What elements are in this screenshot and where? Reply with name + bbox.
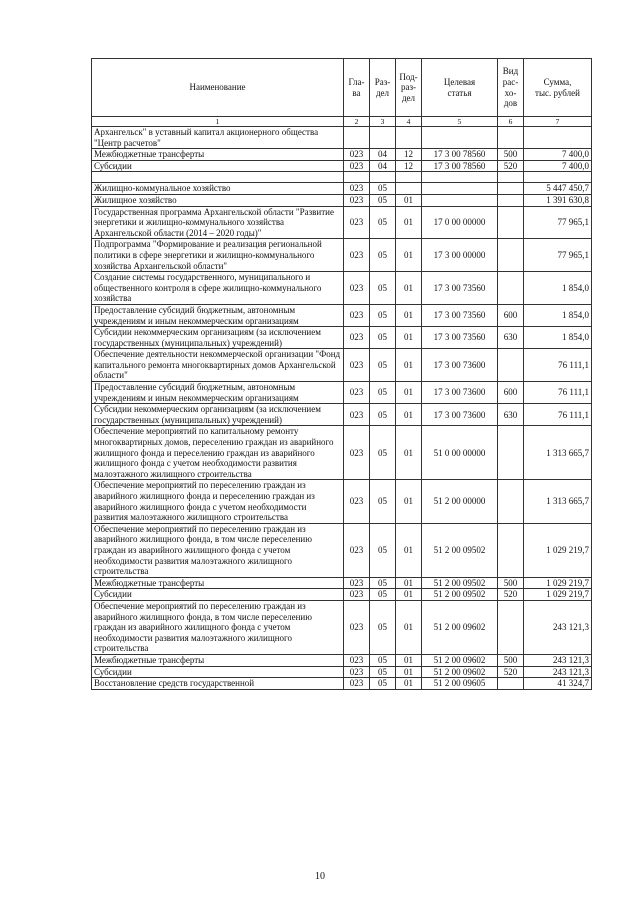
cell-amount: 1 313 665,7	[524, 426, 592, 480]
table-row	[92, 206, 592, 239]
cell-expense-type: 520	[498, 589, 524, 601]
table-row	[92, 327, 592, 349]
cell-subsection: 12	[396, 160, 422, 172]
cell-name: Жилищное хозяйство	[92, 194, 344, 206]
cell-name: Обеспечение мероприятий по переселению граждан из аварийного жилищного фонда, в том числе переселению граждан из аварийного жилищного фонда с учетом необходимости развития малоэтажного жилищного строительства	[92, 523, 344, 577]
cell-section: 04	[370, 149, 396, 161]
table-row	[92, 654, 592, 666]
cell-name: Обеспечение деятельности некоммерческой организации "Фонд капитального ремонта многоквартирных домов Архангельской области"	[92, 349, 344, 382]
cell-expense-type	[498, 678, 524, 690]
cell-section: 05	[370, 194, 396, 206]
cell-subsection: 01	[396, 272, 422, 305]
cell-section	[370, 127, 396, 149]
cell-section: 04	[370, 160, 396, 172]
cell-section: 05	[370, 426, 396, 480]
cell-subsection: 01	[396, 239, 422, 272]
cell-target	[422, 194, 498, 206]
cell-target: 51 2 00 09602	[422, 654, 498, 666]
header-chapter: Гла- ва	[344, 59, 370, 117]
header-section: Раз- дел	[370, 59, 396, 117]
cell-amount: 243 121,3	[524, 654, 592, 666]
cell-expense-type: 500	[498, 577, 524, 589]
table-row	[92, 272, 592, 305]
cell-amount: 77 965,1	[524, 206, 592, 239]
cell-expense-type: 500	[498, 654, 524, 666]
cell-section: 05	[370, 577, 396, 589]
cell-subsection: 01	[396, 404, 422, 426]
header-amount: Сумма, тыс. рублей	[524, 59, 592, 117]
cell-name: Субсидии	[92, 589, 344, 601]
cell-section: 05	[370, 666, 396, 678]
cell-name: Субсидии	[92, 666, 344, 678]
cell-subsection	[396, 172, 422, 183]
cell-amount: 1 854,0	[524, 304, 592, 326]
header-row	[92, 59, 592, 117]
cell-expense-type	[498, 272, 524, 305]
table-row	[92, 149, 592, 161]
budget-table	[91, 58, 592, 690]
cell-expense-type	[498, 523, 524, 577]
cell-amount: 1 029 219,7	[524, 589, 592, 601]
cell-expense-type: 520	[498, 666, 524, 678]
cell-chapter: 023	[344, 149, 370, 161]
column-number: 3	[370, 117, 396, 127]
column-number: 5	[422, 117, 498, 127]
table-row	[92, 349, 592, 382]
cell-section: 05	[370, 183, 396, 195]
table-row	[92, 678, 592, 690]
cell-subsection: 01	[396, 600, 422, 654]
cell-target: 51 2 00 09602	[422, 666, 498, 678]
cell-amount: 76 111,1	[524, 404, 592, 426]
cell-section: 05	[370, 600, 396, 654]
cell-target	[422, 183, 498, 195]
column-number: 6	[498, 117, 524, 127]
cell-target: 51 2 00 09502	[422, 589, 498, 601]
cell-name: Обеспечение мероприятий по переселению граждан из аварийного жилищного фонда и переселению граждан из аварийного жилищного фонда с учетом необходимости развития малоэтажного жилищного строительства	[92, 480, 344, 523]
table-row	[92, 382, 592, 404]
cell-chapter: 023	[344, 666, 370, 678]
cell-amount: 1 854,0	[524, 327, 592, 349]
cell-name: Межбюджетные трансферты	[92, 654, 344, 666]
cell-name: Предоставление субсидий бюджетным, автономным учреждениям и иным некоммерческим организациям	[92, 382, 344, 404]
cell-chapter: 023	[344, 523, 370, 577]
cell-target: 51 2 00 09502	[422, 577, 498, 589]
cell-subsection: 01	[396, 327, 422, 349]
cell-target: 51 2 00 09602	[422, 600, 498, 654]
cell-chapter: 023	[344, 304, 370, 326]
table-row	[92, 183, 592, 195]
cell-chapter: 023	[344, 404, 370, 426]
table-row	[92, 304, 592, 326]
column-number-row	[92, 117, 592, 127]
cell-amount: 1 391 630,8	[524, 194, 592, 206]
cell-chapter: 023	[344, 272, 370, 305]
cell-subsection: 01	[396, 589, 422, 601]
header-subsection: Под- раз- дел	[396, 59, 422, 117]
cell-chapter: 023	[344, 327, 370, 349]
cell-subsection: 01	[396, 206, 422, 239]
cell-name: Субсидии	[92, 160, 344, 172]
cell-target: 17 3 00 73600	[422, 382, 498, 404]
cell-subsection	[396, 183, 422, 195]
cell-section: 05	[370, 480, 396, 523]
cell-name: Обеспечение мероприятий по переселению граждан из аварийного жилищного фонда, в том числе переселению граждан из аварийного жилищного фонда с учетом необходимости развития малоэтажного жилищного строительства	[92, 600, 344, 654]
cell-amount: 1 313 665,7	[524, 480, 592, 523]
cell-expense-type	[498, 206, 524, 239]
cell-subsection: 01	[396, 666, 422, 678]
cell-section: 05	[370, 404, 396, 426]
cell-subsection: 12	[396, 149, 422, 161]
header-expense-type: Вид рас- хо- дов	[498, 59, 524, 117]
table-row	[92, 426, 592, 480]
cell-expense-type	[498, 194, 524, 206]
cell-expense-type	[498, 127, 524, 149]
table-row	[92, 589, 592, 601]
cell-section: 05	[370, 678, 396, 690]
cell-amount: 41 324,7	[524, 678, 592, 690]
table-row	[92, 194, 592, 206]
cell-section: 05	[370, 589, 396, 601]
cell-section	[370, 172, 396, 183]
cell-amount	[524, 172, 592, 183]
cell-expense-type	[498, 349, 524, 382]
cell-section: 05	[370, 349, 396, 382]
cell-chapter: 023	[344, 600, 370, 654]
page-number: 10	[315, 871, 325, 882]
cell-chapter: 023	[344, 480, 370, 523]
cell-subsection: 01	[396, 426, 422, 480]
cell-chapter: 023	[344, 654, 370, 666]
cell-name: Обеспечение мероприятий по капитальному ремонту многоквартирных домов, переселению граждан из аварийного жилищного фонда и переселению граждан из аварийного жилищного фонда с учетом необходимости развития малоэтажного жилищного строительства	[92, 426, 344, 480]
cell-section: 05	[370, 304, 396, 326]
cell-amount: 5 447 450,7	[524, 183, 592, 195]
cell-expense-type: 600	[498, 382, 524, 404]
cell-chapter: 023	[344, 678, 370, 690]
cell-expense-type: 600	[498, 304, 524, 326]
cell-amount: 243 121,3	[524, 666, 592, 678]
cell-name: Восстановление средств государственной	[92, 678, 344, 690]
cell-name: Межбюджетные трансферты	[92, 149, 344, 161]
cell-target: 17 3 00 73600	[422, 349, 498, 382]
cell-target: 17 3 00 73600	[422, 404, 498, 426]
cell-amount	[524, 127, 592, 149]
cell-expense-type	[498, 183, 524, 195]
table-row	[92, 127, 592, 149]
cell-amount: 1 029 219,7	[524, 523, 592, 577]
column-number: 2	[344, 117, 370, 127]
cell-target: 51 2 00 00000	[422, 480, 498, 523]
cell-subsection: 01	[396, 523, 422, 577]
cell-name: Субсидии некоммерческим организациям (за исключением государственных (муниципальных) учреждений)	[92, 404, 344, 426]
cell-chapter: 023	[344, 426, 370, 480]
table-row	[92, 172, 592, 183]
cell-chapter	[344, 172, 370, 183]
cell-amount: 77 965,1	[524, 239, 592, 272]
cell-name: Жилищно-коммунальное хозяйство	[92, 183, 344, 195]
cell-target: 51 2 00 09605	[422, 678, 498, 690]
cell-expense-type: 630	[498, 404, 524, 426]
cell-chapter: 023	[344, 382, 370, 404]
cell-name	[92, 172, 344, 183]
cell-chapter: 023	[344, 349, 370, 382]
cell-subsection: 01	[396, 577, 422, 589]
cell-name: Субсидии некоммерческим организациям (за исключением государственных (муниципальных) учреждений)	[92, 327, 344, 349]
column-number: 4	[396, 117, 422, 127]
cell-amount: 1 854,0	[524, 272, 592, 305]
cell-target	[422, 127, 498, 149]
cell-subsection: 01	[396, 382, 422, 404]
cell-chapter: 023	[344, 239, 370, 272]
cell-expense-type: 500	[498, 149, 524, 161]
cell-subsection: 01	[396, 654, 422, 666]
cell-amount: 76 111,1	[524, 349, 592, 382]
table-row	[92, 666, 592, 678]
cell-amount: 76 111,1	[524, 382, 592, 404]
cell-expense-type	[498, 239, 524, 272]
cell-target: 51 0 00 00000	[422, 426, 498, 480]
cell-subsection: 01	[396, 678, 422, 690]
cell-amount: 243 121,3	[524, 600, 592, 654]
cell-subsection	[396, 127, 422, 149]
cell-chapter: 023	[344, 206, 370, 239]
cell-expense-type: 520	[498, 160, 524, 172]
cell-name: Межбюджетные трансферты	[92, 577, 344, 589]
cell-subsection: 01	[396, 194, 422, 206]
cell-chapter: 023	[344, 183, 370, 195]
cell-name: Создание системы государственного, муниципального и общественного контроля в сфере жилищно-коммунального хозяйства	[92, 272, 344, 305]
cell-amount: 1 029 219,7	[524, 577, 592, 589]
cell-chapter: 023	[344, 160, 370, 172]
header-target: Целевая статья	[422, 59, 498, 117]
cell-chapter	[344, 127, 370, 149]
cell-expense-type	[498, 480, 524, 523]
cell-expense-type: 630	[498, 327, 524, 349]
table-row	[92, 160, 592, 172]
table-row	[92, 404, 592, 426]
table-row	[92, 600, 592, 654]
table-row	[92, 480, 592, 523]
table-row	[92, 239, 592, 272]
cell-chapter: 023	[344, 194, 370, 206]
cell-target	[422, 172, 498, 183]
cell-target: 17 3 00 73560	[422, 272, 498, 305]
cell-target: 17 3 00 73560	[422, 304, 498, 326]
cell-section: 05	[370, 272, 396, 305]
cell-expense-type	[498, 426, 524, 480]
cell-section: 05	[370, 327, 396, 349]
table-body	[92, 127, 592, 690]
cell-section: 05	[370, 382, 396, 404]
cell-subsection: 01	[396, 480, 422, 523]
cell-subsection: 01	[396, 304, 422, 326]
cell-name: Предоставление субсидий бюджетным, автономным учреждениям и иным некоммерческим организациям	[92, 304, 344, 326]
cell-target: 17 3 00 78560	[422, 160, 498, 172]
cell-target: 17 3 00 73560	[422, 327, 498, 349]
cell-section: 05	[370, 523, 396, 577]
header-name: Наименование	[92, 59, 344, 117]
table-row	[92, 523, 592, 577]
cell-name: Архангельск" в уставный капитал акционерного общества "Центр расчетов"	[92, 127, 344, 149]
cell-amount: 7 400,0	[524, 149, 592, 161]
cell-subsection: 01	[396, 349, 422, 382]
cell-section: 05	[370, 239, 396, 272]
cell-section: 05	[370, 206, 396, 239]
cell-chapter: 023	[344, 577, 370, 589]
cell-target: 17 3 00 00000	[422, 239, 498, 272]
cell-section: 05	[370, 654, 396, 666]
cell-target: 17 3 00 78560	[422, 149, 498, 161]
cell-target: 51 2 00 09502	[422, 523, 498, 577]
column-number: 1	[92, 117, 344, 127]
cell-amount: 7 400,0	[524, 160, 592, 172]
cell-chapter: 023	[344, 589, 370, 601]
cell-expense-type	[498, 600, 524, 654]
column-number: 7	[524, 117, 592, 127]
table-row	[92, 577, 592, 589]
cell-name: Государственная программа Архангельской области "Развитие энергетики и жилищно-коммунального хозяйства Архангельской области (2014 – 2020 годы)"	[92, 206, 344, 239]
cell-name: Подпрограмма "Формирование и реализация региональной политики в сфере энергетики и жилищно-коммунального хозяйства Архангельской области"	[92, 239, 344, 272]
cell-expense-type	[498, 172, 524, 183]
cell-target: 17 0 00 00000	[422, 206, 498, 239]
